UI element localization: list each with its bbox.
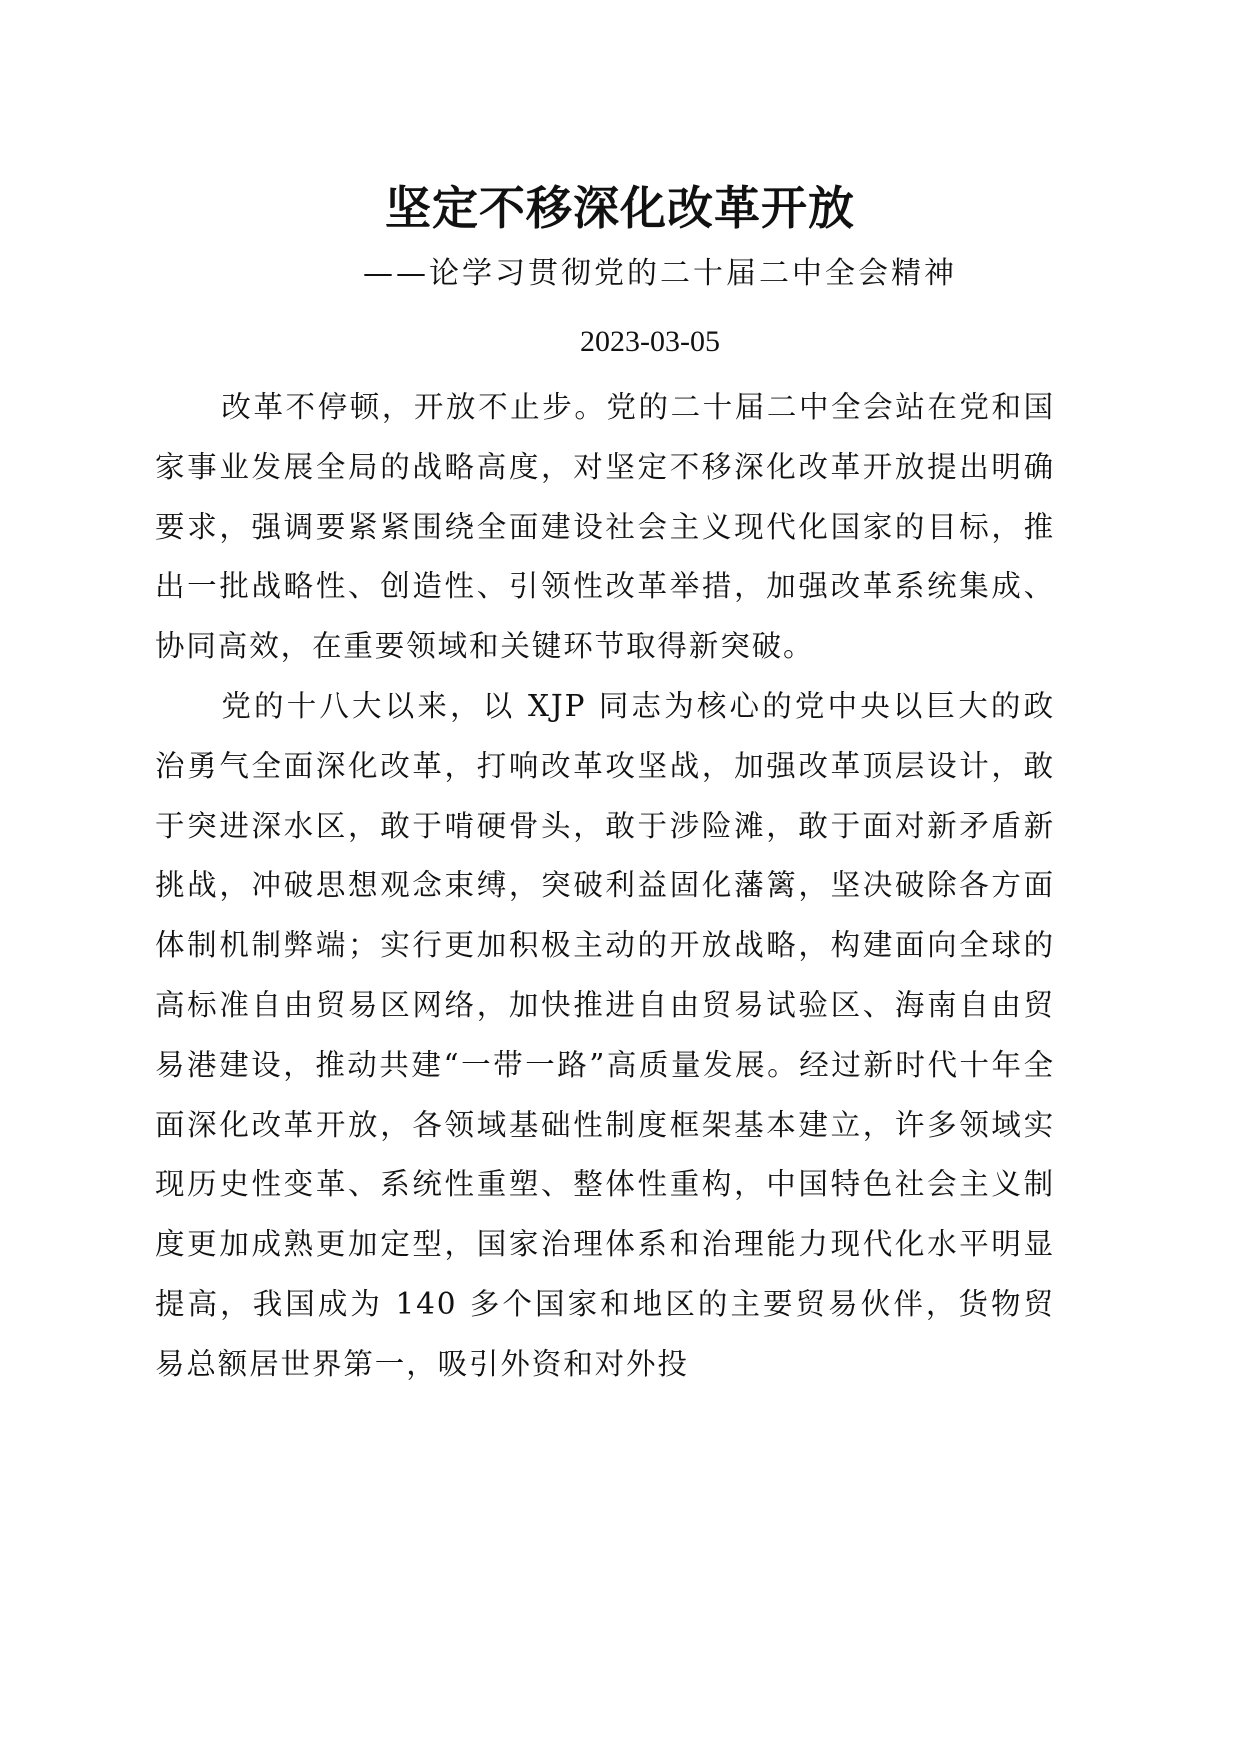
publish-date: 2023-03-05: [580, 325, 720, 358]
document-title: 坚定不移深化改革开放: [385, 181, 855, 235]
article-body: [155, 378, 1055, 1395]
paragraph: 党的十八大以来，以 XJP 同志为核心的党中央以巨大的政治勇气全面深化改革，打响改革攻坚战，加强改革顶层设计，敢于突进深水区，敢于啃硬骨头，敢于涉险滩，敢于面对新矛盾新挑战，冲破思想观念束缚，突破利益固化藩篱，坚决破除各方面体制机制弊端；实行更加积极主动的开放战略，构建面向全球的高标准自由贸易区网络，加快推进自由贸易试验区、海南自由贸易港建设，推动共建“一带一路”高质量发展。经过新时代十年全面深化改革开放，各领域基础性制度框架基本建立，许多领域实现历史性变革、系统性重塑、整体性重构，中国特色社会主义制度更加成熟更加定型，国家治理体系和治理能力现代化水平明显提高，我国成为 140 多个国家和地区的主要贸易伙伴，货物贸易总额居世界第一，吸引外资和对外投: [155, 688, 1055, 1381]
paragraph: 改革不停顿，开放不止步。党的二十届二中全会站在党和国家事业发展全局的战略高度，对坚定不移深化改革开放提出明确要求，强调要紧紧围绕全面建设社会主义现代化国家的目标，推出一批战略性、创造性、引领性改革举措，加强改革系统集成、协同高效，在重要领域和关键环节取得新突破。: [155, 390, 1055, 664]
document-subtitle: ——论学习贯彻党的二十届二中全会精神: [363, 256, 957, 291]
